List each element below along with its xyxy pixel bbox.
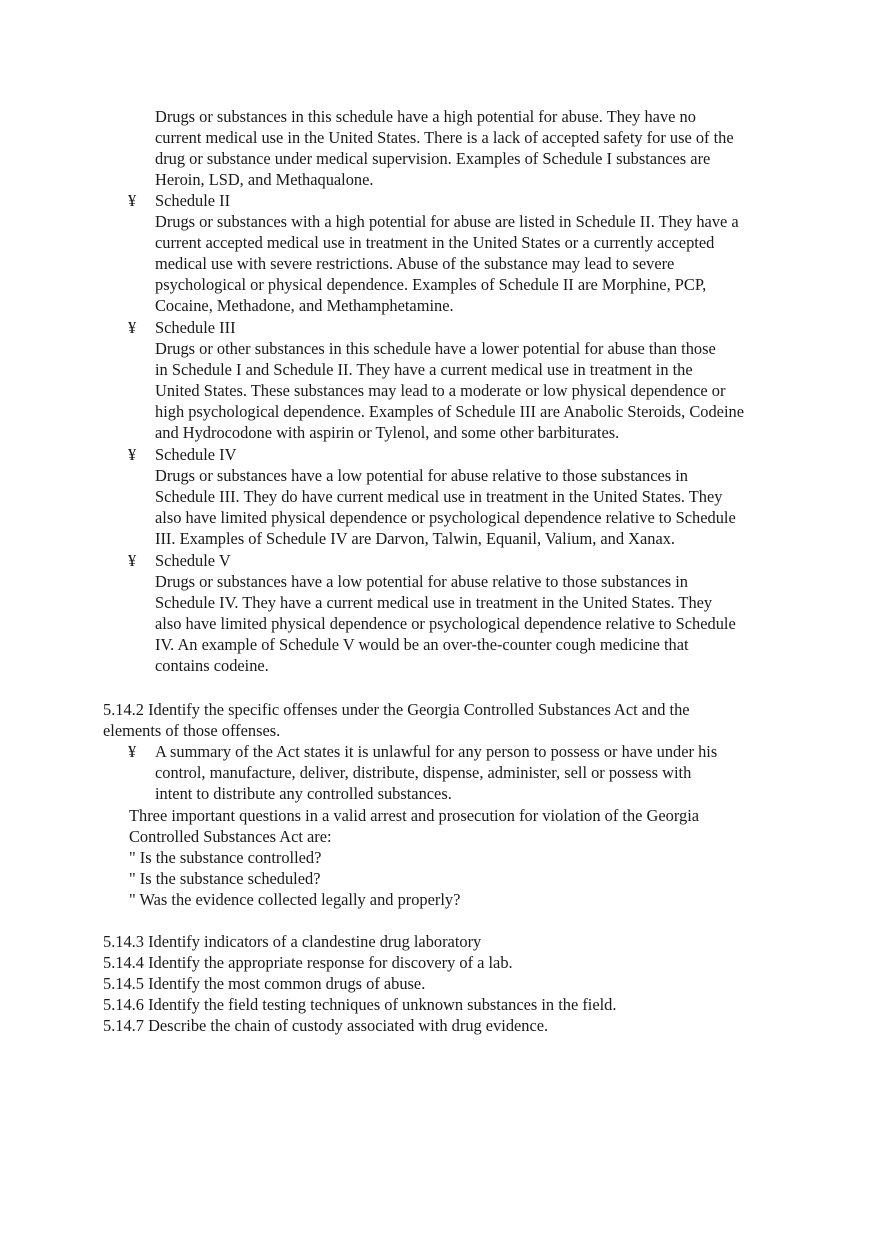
question-item: " Is the substance scheduled?	[129, 869, 321, 888]
objective-item: 5.14.4 Identify the appropriate response for discovery of a lab.	[103, 953, 513, 972]
schedule-line: also have limited physical dependence or psychological dependence relative to Schedule	[155, 508, 736, 527]
objective-item: 5.14.5 Identify the most common drugs of abuse.	[103, 974, 426, 993]
schedule-line: Schedule IV. They have a current medical use in treatment in the United States. They	[155, 593, 713, 612]
schedule-line: Drugs or substances have a low potential for abuse relative to those substances in	[155, 572, 689, 591]
schedule-line: current accepted medical use in treatment in the United States or a currently accepted	[155, 233, 715, 252]
schedule-line: Drugs or substances have a low potential for abuse relative to those substances in	[155, 466, 689, 485]
questions-intro-line: Three important questions in a valid arrest and prosecution for violation of the Georgia	[129, 806, 700, 825]
schedule-i-line: Drugs or substances in this schedule have a high potential for abuse. They have no	[155, 107, 696, 126]
bullet-icon: ¥	[128, 551, 137, 570]
schedule-heading: Schedule IV	[155, 445, 237, 464]
schedule-line: also have limited physical dependence or psychological dependence relative to Schedule	[155, 614, 736, 633]
objective-item: 5.14.6 Identify the field testing techniques of unknown substances in the field.	[103, 995, 617, 1014]
objective-item: 5.14.3 Identify indicators of a clandestine drug laboratory	[103, 932, 482, 951]
bullet-icon: ¥	[128, 191, 137, 210]
questions-intro-line: Controlled Substances Act are:	[129, 827, 332, 846]
section-heading: elements of those offenses.	[103, 721, 281, 740]
summary-line: intent to distribute any controlled substances.	[155, 784, 452, 803]
schedule-line: psychological or physical dependence. Examples of Schedule II are Morphine, PCP,	[155, 275, 707, 294]
schedule-i-line: drug or substance under medical supervision. Examples of Schedule I substances are	[155, 149, 711, 168]
schedule-line: IV. An example of Schedule V would be an over-the-counter cough medicine that	[155, 635, 689, 654]
objective-item: 5.14.7 Describe the chain of custody associated with drug evidence.	[103, 1016, 549, 1035]
section-heading: 5.14.2 Identify the specific offenses under the Georgia Controlled Substances Act and the	[103, 700, 690, 719]
question-item: " Was the evidence collected legally and properly?	[129, 890, 461, 909]
schedule-line: Drugs or other substances in this schedule have a lower potential for abuse than those	[155, 339, 716, 358]
question-item: " Is the substance controlled?	[129, 848, 322, 867]
schedule-line: Drugs or substances with a high potential for abuse are listed in Schedule II. They have a	[155, 212, 739, 231]
schedule-line: Cocaine, Methadone, and Methamphetamine.	[155, 296, 454, 315]
schedule-heading: Schedule II	[155, 191, 231, 210]
bullet-icon: ¥	[128, 742, 137, 761]
schedule-i-line: current medical use in the United States. There is a lack of accepted safety for use of the	[155, 128, 734, 147]
bullet-icon: ¥	[128, 445, 137, 464]
schedule-line: Schedule III. They do have current medical use in treatment in the United States. They	[155, 487, 723, 506]
schedule-line: high psychological dependence. Examples of Schedule III are Anabolic Steroids, Codeine	[155, 402, 744, 421]
bullet-icon: ¥	[128, 318, 137, 337]
schedule-line: contains codeine.	[155, 656, 269, 675]
schedule-line: III. Examples of Schedule IV are Darvon, Talwin, Equanil, Valium, and Xanax.	[155, 529, 676, 548]
schedule-heading: Schedule III	[155, 318, 236, 337]
schedule-line: medical use with severe restrictions. Abuse of the substance may lead to severe	[155, 254, 675, 273]
schedule-line: and Hydrocodone with aspirin or Tylenol, and some other barbiturates.	[155, 423, 620, 442]
schedule-i-line: Heroin, LSD, and Methaqualone.	[155, 170, 374, 189]
schedule-heading: Schedule V	[155, 551, 231, 570]
schedule-line: United States. These substances may lead to a moderate or low physical dependence or	[155, 381, 726, 400]
summary-line: A summary of the Act states it is unlawful for any person to possess or have under his	[155, 742, 718, 761]
summary-line: control, manufacture, deliver, distribute, dispense, administer, sell or possess with	[155, 763, 692, 782]
schedule-line: in Schedule I and Schedule II. They have a current medical use in treatment in the	[155, 360, 693, 379]
